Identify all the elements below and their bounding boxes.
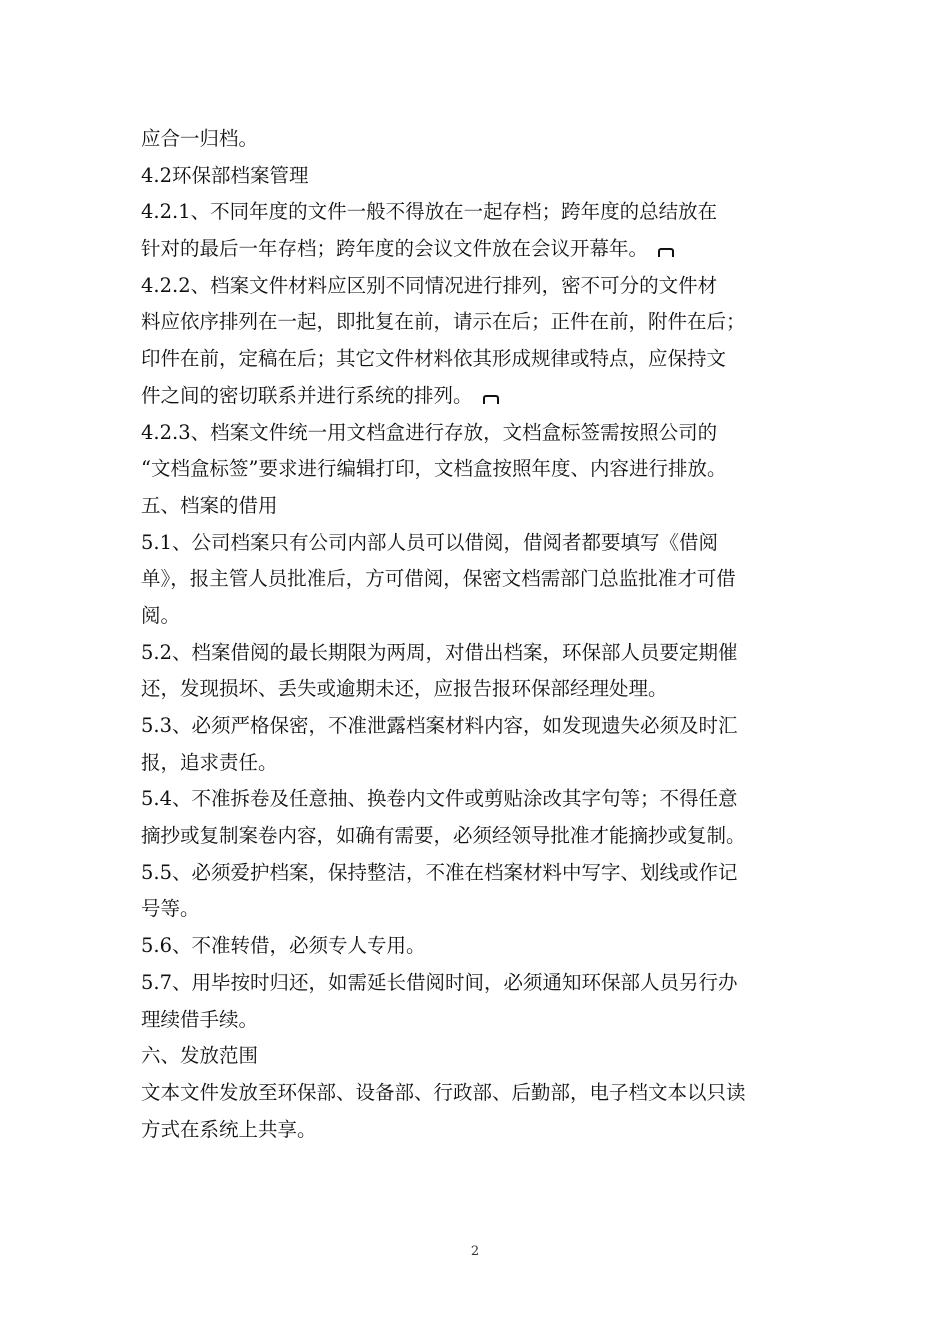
section-heading: 4.2环保部档案管理 xyxy=(141,163,309,187)
text-line: 应合一归档。 xyxy=(141,127,259,150)
text-line: 件之间的密切联系并进行系统的排列。 xyxy=(141,378,821,415)
text-line: 5.5、必须爱护档案，保持整洁，不准在档案材料中写字、划线或作记 xyxy=(141,860,738,884)
text-line: 4.2.1、不同年度的文件一般不得放在一起存档；跨年度的总结放在 xyxy=(141,200,718,224)
text-line: 5.6、不准转借，必须专人专用。 xyxy=(141,934,426,958)
paragraph-mark-icon xyxy=(483,395,499,404)
text-line: 5.7、用毕按时归还，如需延长借阅时间，必须通知环保部人员另行办 xyxy=(141,970,738,994)
page-number: 2 xyxy=(470,1244,480,1259)
text-line: 5.4、不准拆卷及任意抽、换卷内文件或剪贴涂改其字句等；不得任意 xyxy=(141,787,738,811)
text-line: 摘抄或复制案卷内容，如确有需要，必须经领导批准才能摘抄或复制。 xyxy=(141,824,746,848)
paragraph-mark-icon xyxy=(658,248,674,257)
text-line: 文本文件发放至环保部、设备部、行政部、后勤部，电子档文本以只读 xyxy=(141,1080,746,1104)
text-line: 号等。 xyxy=(141,897,200,921)
document-body xyxy=(141,121,821,1148)
text-line: “文档盒标签”要求进行编辑打印，文档盒按照年度、内容进行排放。 xyxy=(141,457,727,481)
section-heading: 六、发放范围 xyxy=(141,1044,259,1068)
section-heading: 五、档案的借用 xyxy=(141,493,278,517)
text-line: 还，发现损坏、丢失或逾期未还，应报告报环保部经理处理。 xyxy=(141,677,668,701)
text-line: 报，追求责任。 xyxy=(141,750,278,774)
text-line: 料应依序排列在一起，即批复在前，请示在后；正件在前，附件在后； xyxy=(141,310,746,334)
text-line: 印件在前，定稿在后；其它文件材料依其形成规律或特点，应保持文 xyxy=(141,347,727,371)
text-line: 阅。 xyxy=(141,603,181,627)
text-line: 5.3、必须严格保密，不准泄露档案材料内容，如发现遗失必须及时汇 xyxy=(141,714,738,737)
text-line: 单》，报主管人员批准后，方可借阅，保密文档需部门总监批准才可借 xyxy=(141,567,736,591)
text-line: 4.2.3、档案文件统一用文档盒进行存放，文档盒标签需按照公司的 xyxy=(141,420,718,444)
text-line: 针对的最后一年存档；跨年度的会议文件放在会议开幕年。 xyxy=(141,231,821,268)
text-line: 5.2、档案借阅的最长期限为两周，对借出档案，环保部人员要定期催 xyxy=(141,640,738,664)
text-line: 理续借手续。 xyxy=(141,1007,259,1031)
text-line: 5.1、公司档案只有公司内部人员可以借阅，借阅者都要填写《借阅 xyxy=(141,530,719,554)
text-line: 方式在系统上共享。 xyxy=(141,1117,317,1141)
text-line: 4.2.2、档案文件材料应区别不同情况进行排列，密不可分的文件材 xyxy=(141,273,718,297)
